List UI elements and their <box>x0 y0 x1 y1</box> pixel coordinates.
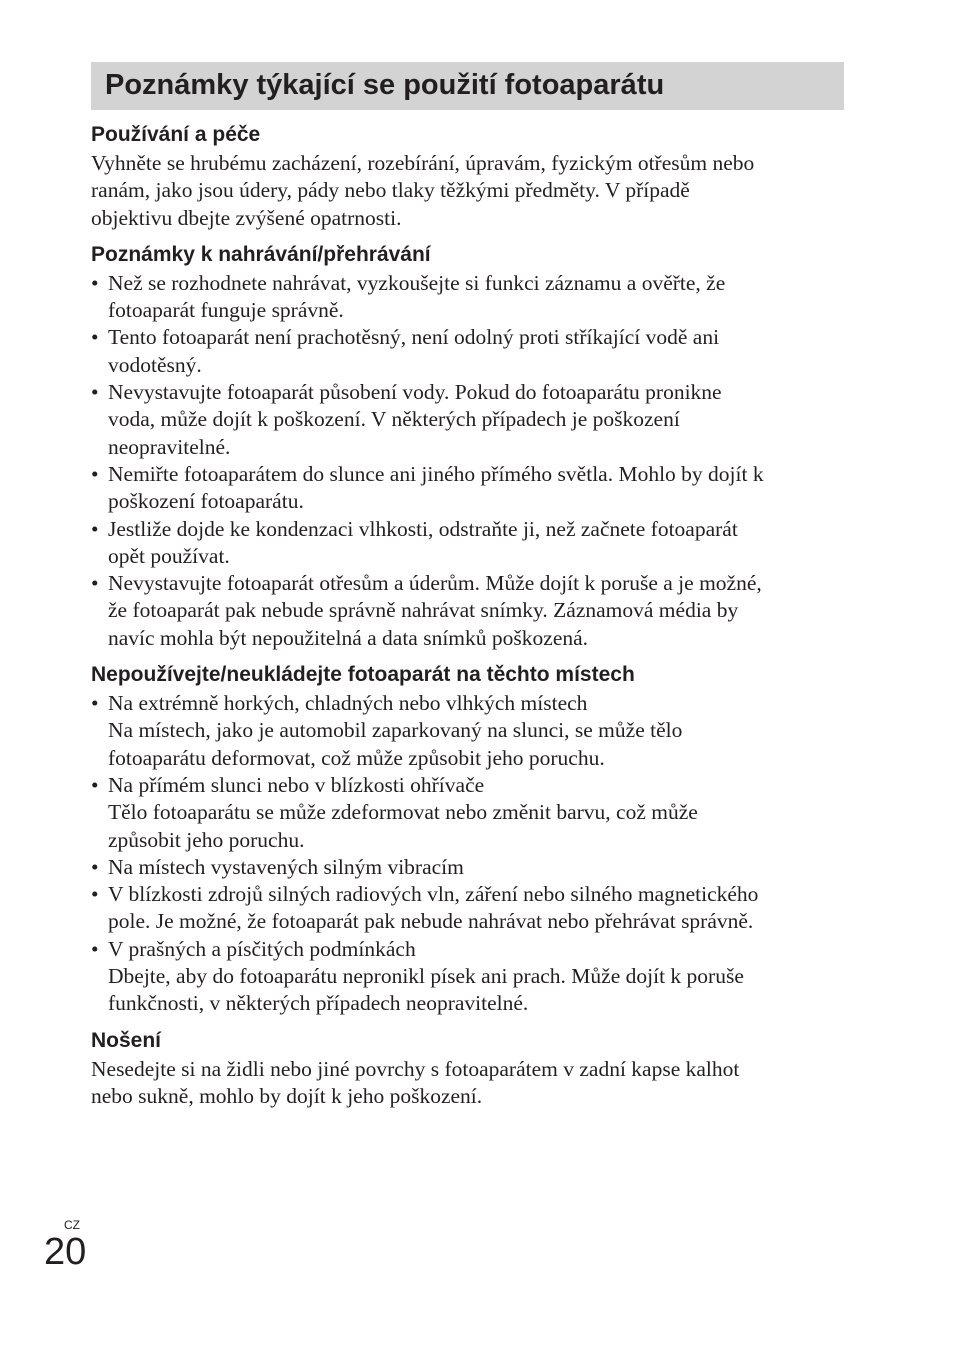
list-item <box>91 570 851 652</box>
list-item <box>91 324 851 379</box>
text-line: • Jestliže dojde ke kondenzaci vlhkosti, odstraňte ji, než začnete fotoaparát <box>108 516 738 541</box>
list-item <box>91 936 851 1018</box>
text-line: funkčnosti, v některých případech neopravitelné. <box>108 991 529 1016</box>
page-title: Poznámky týkající se použití fotoaparátu <box>105 69 665 101</box>
text-line: • Nemiřte fotoaparátem do slunce ani jiného přímého světla. Mohlo by dojít k <box>108 461 764 486</box>
list-item <box>91 379 851 461</box>
text-line: • Tento fotoaparát není prachotěsný, není odolný proti stříkající vodě ani <box>108 325 720 350</box>
bullet-list <box>91 690 851 1018</box>
list-item <box>91 854 851 881</box>
list-item <box>91 690 851 772</box>
text-line: • Na přímém slunci nebo v blízkosti ohřívače <box>108 772 485 797</box>
text-line: poškození fotoaparátu. <box>108 489 304 514</box>
list-item <box>91 461 851 516</box>
content <box>91 120 851 1118</box>
text-line: • Nevystavujte fotoaparát otřesům a úderům. Může dojít k poruše a je možné, <box>108 571 762 596</box>
text-line: opět používat. <box>108 543 230 568</box>
text-line: Vyhněte se hrubému zacházení, rozebírání, úpravám, fyzickým otřesům nebo <box>91 151 755 175</box>
text-line: způsobit jeho poruchu. <box>108 827 305 852</box>
list-item <box>91 270 851 325</box>
section-heading: Používání a péče <box>91 123 261 146</box>
section-storage <box>91 660 851 1018</box>
paragraph <box>91 150 851 232</box>
text-line: Na místech, jako je automobil zaparkovaný na slunci, se může tělo <box>108 718 683 743</box>
text-line: navíc mohla být nepoužitelná a data snímků poškozená. <box>108 625 589 650</box>
text-line: pole. Je možné, že fotoaparát pak nebude nahrávat nebo přehrávat správně. <box>108 909 754 934</box>
text-line: fotoaparát funguje správně. <box>108 298 344 323</box>
text-line: • Než se rozhodnete nahrávat, vyzkoušejte si funkci záznamu a ověřte, že <box>108 270 726 295</box>
text-line: Dbejte, aby do fotoaparátu nepronikl písek ani prach. Může dojít k poruše <box>108 964 744 989</box>
text-line: • V prašných a písčitých podmínkách <box>108 936 416 961</box>
section-recording <box>91 240 851 652</box>
section-carrying <box>91 1026 851 1111</box>
title-band <box>91 62 844 110</box>
list-item <box>91 772 851 854</box>
text-line: fotoaparátu deformovat, což může způsobit jeho poruchu. <box>108 745 605 770</box>
section-heading: Poznámky k nahrávání/přehrávání <box>91 242 431 266</box>
bullet-list <box>91 270 851 652</box>
page-language: CZ <box>64 1218 80 1232</box>
section-care <box>91 120 851 232</box>
text-line: neopravitelné. <box>108 434 231 459</box>
text-line: • Nevystavujte fotoaparát působení vody. Pokud do fotoaparátu pronikne <box>108 380 722 405</box>
text-line: že fotoaparát pak nebude správně nahrávat snímky. Záznamová média by <box>108 598 739 623</box>
paragraph <box>91 1056 851 1111</box>
text-line: voda, může dojít k poškození. V některých případech je poškození <box>108 407 680 432</box>
list-item <box>91 516 851 571</box>
section-heading: Nepoužívejte/neukládejte fotoaparát na těchto místech <box>91 663 635 687</box>
text-line: Tělo fotoaparátu se může zdeformovat nebo změnit barvu, což může <box>108 800 698 825</box>
text-line: • Na místech vystavených silným vibracím <box>108 854 464 879</box>
text-line: Nesedejte si na židli nebo jiné povrchy s fotoaparátem v zadní kapse kalhot <box>91 1056 740 1081</box>
text-line: • V blízkosti zdrojů silných radiových vln, záření nebo silného magnetického <box>108 882 759 907</box>
section-heading: Nošení <box>91 1028 162 1052</box>
page-number: 20 <box>44 1231 87 1273</box>
text-line: ranám, jako jsou údery, pády nebo tlaky těžkými předměty. V případě <box>91 178 690 203</box>
text-line: objektivu dbejte zvýšené opatrnosti. <box>91 205 402 230</box>
text-line: • Na extrémně horkých, chladných nebo vlhkých místech <box>108 691 588 716</box>
text-line: nebo sukně, mohlo by dojít k jeho poškození. <box>91 1083 483 1108</box>
text-line: vodotěsný. <box>108 352 202 377</box>
list-item <box>91 881 851 936</box>
